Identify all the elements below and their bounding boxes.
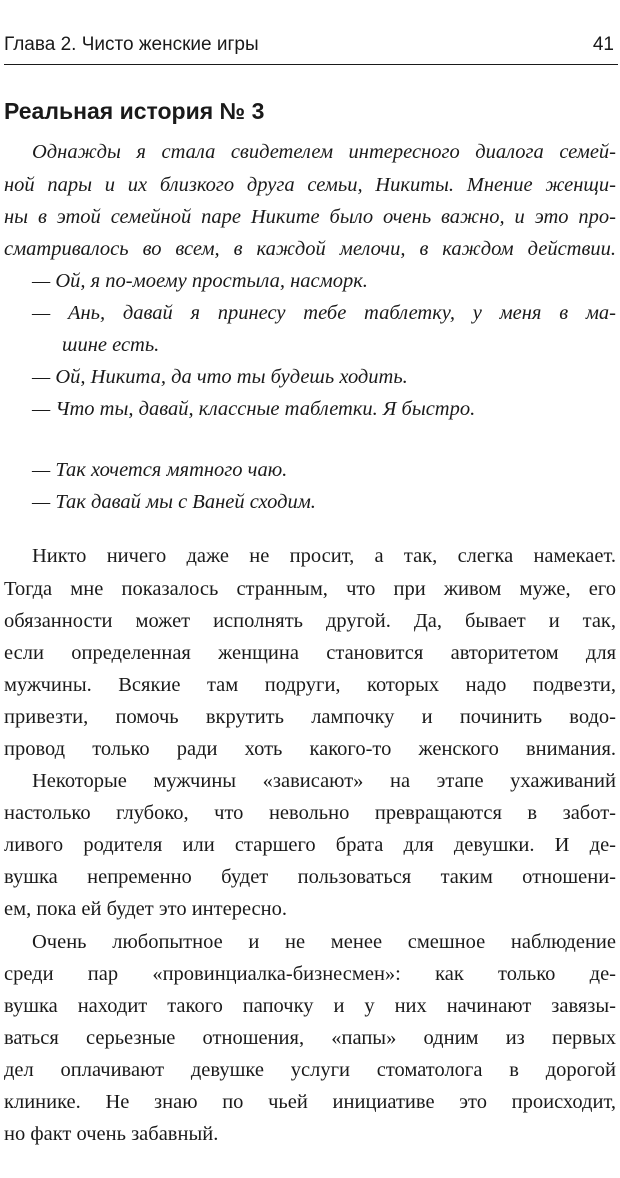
dialogue-line: шине есть. xyxy=(62,334,160,356)
dialogue-line: — Ой, я по-моему простыла, насморк. xyxy=(32,270,368,292)
story-line: ны в этой семейной паре Никите было очень важно, и это про- xyxy=(4,206,616,228)
body-line: обязанности может исполнять другой. Да, бывает и так, xyxy=(4,610,616,632)
body-line: Некоторые мужчины «зависают» на этапе ухаживаний xyxy=(32,770,616,792)
body-line: но факт очень забавный. xyxy=(4,1123,219,1145)
body-line: провод только ради хоть какого-то женского внимания. xyxy=(4,738,616,760)
body-line: Тогда мне показалось странным, что при живом муже, его xyxy=(4,578,616,600)
body-line: ваться серьезные отношения, «папы» одним из первых xyxy=(4,1027,616,1049)
body-line: вушка непременно будет пользоваться таким отношени- xyxy=(4,866,616,888)
body-line: мужчины. Всякие там подруги, которых надо подвезти, xyxy=(4,674,616,696)
body-line: среди пар «провинциалка-бизнесмен»: как только де- xyxy=(4,963,616,985)
body-line: настолько глубоко, что невольно превращаются в забот- xyxy=(4,802,616,824)
running-head xyxy=(4,34,618,65)
body-line: клинике. Не знаю по чьей инициативе это происходит, xyxy=(4,1091,616,1113)
body-line: если определенная женщина становится авторитетом для xyxy=(4,642,616,664)
story-heading: Реальная история № 3 xyxy=(4,98,265,124)
body-line: Никто ничего даже не просит, а так, слегка намекает. xyxy=(32,545,616,567)
chapter-title: Глава 2. Чисто женские игры xyxy=(4,34,259,55)
story-line: Однажды я стала свидетелем интересного диалога семей- xyxy=(32,141,616,163)
page-number: 41 xyxy=(592,34,614,55)
body-line: дел оплачивают девушке услуги стоматолога в дорогой xyxy=(4,1059,616,1081)
story-line: сматривалось во всем, в каждой мелочи, в каждом действии. xyxy=(4,238,616,260)
dialogue-line: — Ой, Никита, да что ты будешь ходить. xyxy=(32,366,408,388)
body-line: вушка находит такого папочку и у них начинают завязы- xyxy=(4,995,616,1017)
body-line: ем, пока ей будет это интересно. xyxy=(4,898,287,920)
body-line: ливого родителя или старшего брата для девушки. И де- xyxy=(4,834,616,856)
dialogue-line: — Что ты, давай, классные таблетки. Я быстро. xyxy=(32,398,476,420)
dialogue-line: — Так хочется мятного чаю. xyxy=(32,459,288,481)
dialogue-line: — Так давай мы с Ваней сходим. xyxy=(32,491,316,513)
body-line: Очень любопытное и не менее смешное наблюдение xyxy=(32,931,616,953)
dialogue-line: — Ань, давай я принесу тебе таблетку, у меня в ма- xyxy=(32,302,616,324)
body-line: привезти, помочь вкрутить лампочку и починить водо- xyxy=(4,706,616,728)
story-line: ной пары и их близкого друга семьи, Никиты. Мнение женщи- xyxy=(4,174,616,196)
